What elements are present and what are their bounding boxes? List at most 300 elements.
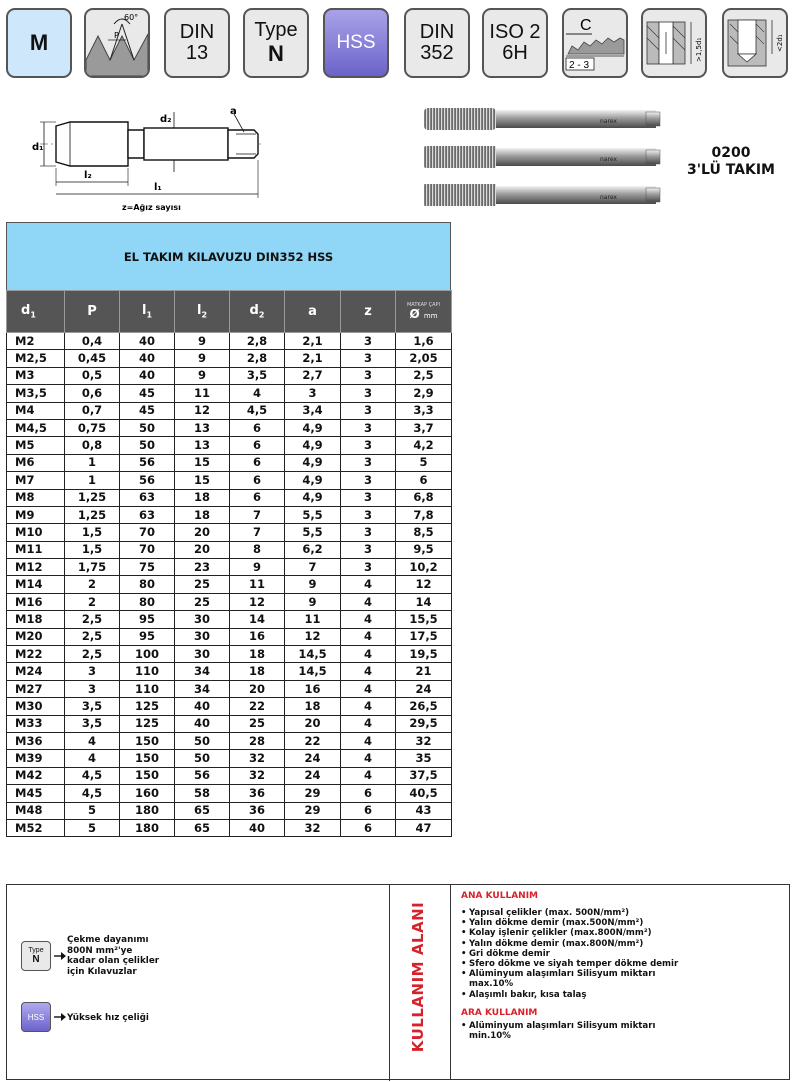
- table-row: [7, 663, 452, 680]
- table-cell: 56: [120, 454, 175, 471]
- table-cell: 35: [396, 750, 452, 767]
- table-cell: 12: [285, 628, 341, 645]
- table-cell: 2: [65, 593, 120, 610]
- usage-list-item: • Alüminyum alaşımları Silisyum miktarı max.10%: [461, 969, 691, 989]
- table-cell: 6: [341, 819, 396, 836]
- table-cell: 14,5: [285, 663, 341, 680]
- table-cell: M39: [7, 750, 65, 767]
- table-row: [7, 333, 452, 350]
- table-row: [7, 680, 452, 697]
- table-cell: 1,75: [65, 559, 120, 576]
- table-row: [7, 785, 452, 802]
- table-cell: 56: [120, 472, 175, 489]
- table-cell: M45: [7, 785, 65, 802]
- table-cell: 13: [175, 419, 230, 436]
- table-cell: M48: [7, 802, 65, 819]
- table-row: [7, 559, 452, 576]
- table-cell: M11: [7, 541, 65, 558]
- table-cell: 25: [230, 715, 285, 732]
- col-l2: $l_2$: [175, 291, 230, 333]
- iso-label-b: 6H: [502, 42, 528, 64]
- table-cell: 3,5: [65, 698, 120, 715]
- table-cell: 4: [65, 732, 120, 749]
- table-cell: M20: [7, 628, 65, 645]
- table-cell: 5: [396, 454, 452, 471]
- product-code: 0200: [711, 145, 751, 161]
- table-cell: 63: [120, 489, 175, 506]
- table-cell: 50: [175, 750, 230, 767]
- table-cell: 12: [175, 402, 230, 419]
- table-cell: M16: [7, 593, 65, 610]
- table-row: [7, 767, 452, 784]
- table-cell: M24: [7, 663, 65, 680]
- table-cell: 0,4: [65, 333, 120, 350]
- table-cell: 20: [285, 715, 341, 732]
- table-cell: 29: [285, 802, 341, 819]
- label-l1: l₁: [154, 182, 162, 193]
- table-cell: 3: [341, 385, 396, 402]
- table-cell: 0,5: [65, 367, 120, 384]
- table-cell: 28: [230, 732, 285, 749]
- table-cell: M12: [7, 559, 65, 576]
- table-cell: 47: [396, 819, 452, 836]
- table-cell: 50: [120, 419, 175, 436]
- din352-label-a: DIN: [419, 21, 455, 43]
- table-row: [7, 489, 452, 506]
- table-cell: 14: [230, 611, 285, 628]
- table-cell: 80: [120, 593, 175, 610]
- usage-area: [409, 884, 790, 1080]
- table-cell: 65: [175, 819, 230, 836]
- table-cell: 2,5: [65, 646, 120, 663]
- table-cell: 14,5: [285, 646, 341, 663]
- table-cell: 18: [230, 646, 285, 663]
- table-cell: 6: [230, 419, 285, 436]
- table-cell: 40: [120, 333, 175, 350]
- table-cell: 2,7: [285, 367, 341, 384]
- legend-hss-text: Yüksek hız çeliği: [67, 1013, 149, 1023]
- table-cell: 19,5: [396, 646, 452, 663]
- table-cell: 3: [341, 350, 396, 367]
- table-cell: 3: [341, 559, 396, 576]
- table-cell: 9,5: [396, 541, 452, 558]
- table-cell: 6: [230, 437, 285, 454]
- table-cell: 4: [341, 576, 396, 593]
- table-cell: 16: [285, 680, 341, 697]
- table-cell: 1,25: [65, 506, 120, 523]
- table-cell: M3,5: [7, 385, 65, 402]
- table-cell: 5,5: [285, 524, 341, 541]
- table-cell: 32: [230, 750, 285, 767]
- metric-thread-icon: [6, 8, 72, 78]
- table-cell: 50: [120, 437, 175, 454]
- table-cell: M2: [7, 333, 65, 350]
- table-cell: M5: [7, 437, 65, 454]
- table-cell: 7: [230, 506, 285, 523]
- table-cell: 29: [285, 785, 341, 802]
- table-cell: 2,8: [230, 333, 285, 350]
- table-cell: 11: [230, 576, 285, 593]
- table-cell: 7: [230, 524, 285, 541]
- table-cell: 3: [341, 402, 396, 419]
- usage-vertical-title: KULLANIM ALANI: [409, 901, 427, 1053]
- table-cell: 9: [285, 576, 341, 593]
- table-cell: 110: [120, 663, 175, 680]
- table-cell: 40: [230, 819, 285, 836]
- table-cell: 180: [120, 819, 175, 836]
- table-cell: 63: [120, 506, 175, 523]
- table-cell: 36: [230, 802, 285, 819]
- table-cell: 36: [230, 785, 285, 802]
- table-cell: 4,9: [285, 472, 341, 489]
- tap-2: [424, 146, 660, 168]
- table-cell: 34: [175, 680, 230, 697]
- table-cell: 1: [65, 472, 120, 489]
- table-cell: 13: [175, 437, 230, 454]
- table-row: [7, 593, 452, 610]
- table-row: [7, 454, 452, 471]
- table-cell: 5,5: [285, 506, 341, 523]
- table-row: [7, 611, 452, 628]
- table-cell: 30: [175, 628, 230, 645]
- table-row: [7, 819, 452, 836]
- table-row: [7, 646, 452, 663]
- table-cell: M4: [7, 402, 65, 419]
- table-cell: 4: [341, 646, 396, 663]
- type-n-icon: [243, 8, 309, 78]
- table-cell: 17,5: [396, 628, 452, 645]
- table-cell: 125: [120, 698, 175, 715]
- table-cell: 40: [175, 698, 230, 715]
- table-cell: 9: [285, 593, 341, 610]
- table-cell: 2,1: [285, 333, 341, 350]
- table-header-row: [7, 291, 452, 333]
- table-cell: 8: [230, 541, 285, 558]
- secondary-usage-heading: ARA KULLANIM: [461, 1007, 538, 1018]
- table-cell: 1,25: [65, 489, 120, 506]
- table-cell: 3: [341, 333, 396, 350]
- table-cell: 3: [341, 489, 396, 506]
- table-cell: M52: [7, 819, 65, 836]
- table-cell: 95: [120, 611, 175, 628]
- table-cell: 25: [175, 593, 230, 610]
- table-cell: M22: [7, 646, 65, 663]
- type-label: Type: [254, 18, 298, 41]
- table-cell: 4: [341, 593, 396, 610]
- table-cell: 2: [65, 576, 120, 593]
- type-value: N: [268, 40, 284, 66]
- thread-profile-icon: [84, 8, 150, 78]
- table-cell: 32: [230, 767, 285, 784]
- table-cell: 14: [396, 593, 452, 610]
- table-cell: 3,3: [396, 402, 452, 419]
- table-cell: 8,5: [396, 524, 452, 541]
- table-cell: 110: [120, 680, 175, 697]
- table-cell: 30: [175, 611, 230, 628]
- table-cell: M6: [7, 454, 65, 471]
- table-cell: 4: [341, 628, 396, 645]
- table-row: [7, 385, 452, 402]
- iso-tolerance-icon: [482, 8, 548, 78]
- table-cell: 6: [396, 472, 452, 489]
- thread-pitch-text: P: [114, 31, 119, 40]
- table-cell: 5: [65, 802, 120, 819]
- table-cell: 0,7: [65, 402, 120, 419]
- table-cell: 95: [120, 628, 175, 645]
- table-cell: 4: [65, 750, 120, 767]
- table-cell: 4,5: [65, 767, 120, 784]
- din352-label-b: 352: [420, 42, 454, 64]
- col-d2: $d_2$: [230, 291, 285, 333]
- table-cell: 3: [341, 454, 396, 471]
- usage-content: [461, 891, 691, 1041]
- table-cell: 1: [65, 454, 120, 471]
- table-cell: 4: [341, 767, 396, 784]
- table-cell: 2,8: [230, 350, 285, 367]
- table-cell: 25: [175, 576, 230, 593]
- blind-depth-text: <2d₁: [776, 34, 784, 52]
- table-cell: 16: [230, 628, 285, 645]
- table-cell: 4: [341, 750, 396, 767]
- table-cell: 65: [175, 802, 230, 819]
- table-cell: 9: [175, 367, 230, 384]
- table-cell: 56: [175, 767, 230, 784]
- label-d1: d₁: [32, 142, 44, 153]
- table-cell: 6,8: [396, 489, 452, 506]
- arrow-right-icon: [54, 951, 66, 961]
- table-row: [7, 524, 452, 541]
- table-cell: 3: [341, 524, 396, 541]
- label-d2: d₂: [160, 114, 172, 125]
- table-cell: 50: [175, 732, 230, 749]
- tap-1: [424, 108, 660, 130]
- through-depth-text: >1,5d₁: [695, 37, 703, 62]
- table-cell: 15: [175, 454, 230, 471]
- table-cell: 180: [120, 802, 175, 819]
- chamfer-letter: C: [580, 17, 592, 34]
- table-cell: 6: [230, 489, 285, 506]
- table-cell: 4: [341, 611, 396, 628]
- table-row: [7, 350, 452, 367]
- table-cell: M9: [7, 506, 65, 523]
- din13-icon: [164, 8, 230, 78]
- usage-list-item: • Yapısal çelikler (max. 500N/mm²): [461, 908, 691, 918]
- arrow-right-icon: [54, 1012, 66, 1022]
- table-cell: 6: [230, 472, 285, 489]
- table-cell: 3: [341, 367, 396, 384]
- table-cell: 7,8: [396, 506, 452, 523]
- main-usage-list: [461, 908, 691, 1000]
- table-cell: 4: [341, 715, 396, 732]
- standards-icon-strip: [6, 8, 790, 78]
- table-cell: 3: [65, 663, 120, 680]
- table-cell: 3,7: [396, 419, 452, 436]
- table-cell: 2,5: [65, 611, 120, 628]
- table-cell: M27: [7, 680, 65, 697]
- table-cell: 6: [341, 802, 396, 819]
- table-cell: 10,2: [396, 559, 452, 576]
- table-cell: 7: [285, 559, 341, 576]
- tap-technical-drawing: [30, 104, 270, 214]
- usage-list-item: • Yalın dökme demir (max.500N/mm²): [461, 918, 691, 928]
- table-cell: 150: [120, 750, 175, 767]
- table-cell: M8: [7, 489, 65, 506]
- table-cell: 3: [285, 385, 341, 402]
- table-cell: 24: [285, 750, 341, 767]
- label-a: a: [230, 106, 237, 117]
- table-cell: 21: [396, 663, 452, 680]
- usage-list-item: • Kolay işlenir çelikler (max.800N/mm²): [461, 928, 691, 938]
- product-set-name: 3'LÜ TAKIM: [687, 162, 775, 178]
- table-cell: 70: [120, 524, 175, 541]
- table-cell: 100: [120, 646, 175, 663]
- usage-list-item: • Sfero dökme ve siyah temper dökme demir: [461, 959, 691, 969]
- table-row: [7, 419, 452, 436]
- table-row: [7, 732, 452, 749]
- usage-list-item: • Yalın dökme demir (max.800N/mm²): [461, 939, 691, 949]
- din352-icon: [404, 8, 470, 78]
- table-cell: 34: [175, 663, 230, 680]
- spec-table: [6, 290, 452, 837]
- legend-type-icon: Type N: [21, 941, 51, 971]
- table-cell: 58: [175, 785, 230, 802]
- table-cell: 22: [285, 732, 341, 749]
- table-cell: 4,5: [65, 785, 120, 802]
- metric-label: M: [29, 30, 49, 55]
- table-cell: 1,5: [65, 541, 120, 558]
- table-row: [7, 402, 452, 419]
- table-cell: 20: [175, 541, 230, 558]
- table-row: [7, 506, 452, 523]
- table-row: [7, 541, 452, 558]
- table-cell: 3: [341, 506, 396, 523]
- table-cell: 3: [341, 541, 396, 558]
- legend-box: [6, 884, 451, 1080]
- table-cell: 160: [120, 785, 175, 802]
- table-cell: 4,9: [285, 454, 341, 471]
- table-cell: 3: [65, 680, 120, 697]
- table-cell: M10: [7, 524, 65, 541]
- table-cell: 18: [230, 663, 285, 680]
- table-cell: M33: [7, 715, 65, 732]
- usage-list-item: • Gri dökme demir: [461, 949, 691, 959]
- table-cell: 12: [230, 593, 285, 610]
- table-body: [7, 333, 452, 837]
- table-cell: 2,05: [396, 350, 452, 367]
- label-l2: l₂: [84, 170, 92, 181]
- table-cell: 32: [285, 819, 341, 836]
- table-cell: 9: [175, 350, 230, 367]
- chamfer-range: 2 - 3: [569, 60, 590, 71]
- col-l1: $l_1$: [120, 291, 175, 333]
- table-cell: M42: [7, 767, 65, 784]
- table-cell: 4,9: [285, 489, 341, 506]
- brand-text-1: narex: [600, 118, 617, 125]
- table-row: [7, 802, 452, 819]
- table-row: [7, 628, 452, 645]
- table-cell: 22: [230, 698, 285, 715]
- table-cell: 40: [120, 367, 175, 384]
- table-cell: 18: [175, 506, 230, 523]
- secondary-usage-list: [461, 1021, 691, 1041]
- table-cell: 4: [341, 698, 396, 715]
- table-row: [7, 472, 452, 489]
- table-cell: 40,5: [396, 785, 452, 802]
- table-cell: 3,4: [285, 402, 341, 419]
- table-cell: 3,5: [230, 367, 285, 384]
- table-row: [7, 367, 452, 384]
- table-cell: 20: [230, 680, 285, 697]
- table-cell: M7: [7, 472, 65, 489]
- table-cell: 30: [175, 646, 230, 663]
- col-p: P: [65, 291, 120, 333]
- table-cell: M14: [7, 576, 65, 593]
- table-cell: 75: [120, 559, 175, 576]
- hss-icon: [323, 8, 389, 78]
- table-cell: 4: [341, 680, 396, 697]
- table-cell: 11: [285, 611, 341, 628]
- col-drill-diameter: MATKAP ÇAPI Ø mm: [396, 291, 452, 333]
- table-cell: 24: [396, 680, 452, 697]
- brand-text-2: narex: [600, 156, 617, 163]
- tap-3: [424, 184, 660, 206]
- usage-title-column: [389, 885, 451, 1081]
- chamfer-icon: [562, 8, 628, 78]
- usage-list-item: • Alüminyum alaşımları Silisyum miktarı min.10%: [461, 1021, 691, 1041]
- table-cell: 0,45: [65, 350, 120, 367]
- table-cell: 3,5: [65, 715, 120, 732]
- main-usage-heading: ANA KULLANIM: [461, 891, 538, 901]
- table-cell: M18: [7, 611, 65, 628]
- table-cell: 4: [341, 732, 396, 749]
- spec-table-section: [6, 222, 451, 837]
- table-cell: 9: [175, 333, 230, 350]
- table-cell: 5: [65, 819, 120, 836]
- table-cell: 23: [175, 559, 230, 576]
- table-cell: 0,8: [65, 437, 120, 454]
- drawing-caption: z=Ağız sayısı: [122, 203, 181, 212]
- table-row: [7, 750, 452, 767]
- table-cell: 45: [120, 402, 175, 419]
- hss-label: HSS: [336, 32, 376, 53]
- table-cell: M36: [7, 732, 65, 749]
- table-row: [7, 576, 452, 593]
- table-cell: 2,1: [285, 350, 341, 367]
- table-cell: 70: [120, 541, 175, 558]
- tap-set-photo: [420, 100, 670, 215]
- table-row: [7, 437, 452, 454]
- legend-hss-icon: HSS: [21, 1002, 51, 1032]
- table-cell: M2,5: [7, 350, 65, 367]
- table-cell: 6,2: [285, 541, 341, 558]
- table-cell: 4,9: [285, 419, 341, 436]
- thread-angle-text: 60°: [124, 13, 139, 22]
- usage-list-item: • Alaşımlı bakır, kısa talaş: [461, 990, 691, 1000]
- table-cell: M4,5: [7, 419, 65, 436]
- col-z: z: [341, 291, 396, 333]
- table-cell: 24: [285, 767, 341, 784]
- product-set-label: [676, 145, 786, 179]
- brand-text-3: narex: [600, 194, 617, 201]
- table-cell: 18: [285, 698, 341, 715]
- table-cell: 0,75: [65, 419, 120, 436]
- table-cell: 4,2: [396, 437, 452, 454]
- table-cell: 3: [341, 437, 396, 454]
- table-cell: 80: [120, 576, 175, 593]
- col-d1: $d_1$: [7, 291, 65, 333]
- table-cell: 2,5: [65, 628, 120, 645]
- table-cell: M3: [7, 367, 65, 384]
